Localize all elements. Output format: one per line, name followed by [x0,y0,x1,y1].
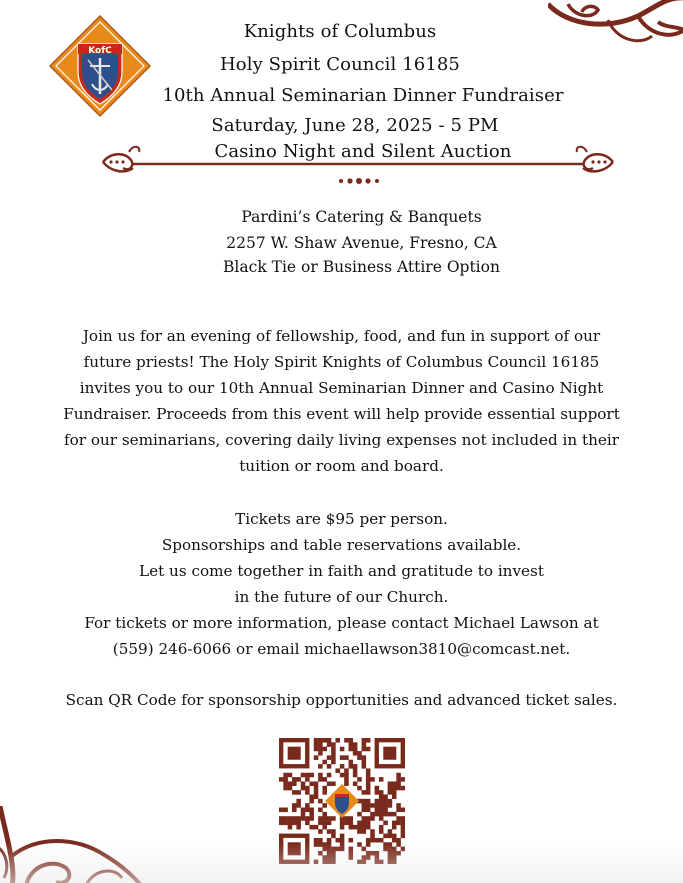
qr-module [349,821,354,826]
qr-module [301,816,306,821]
qr-module [314,825,319,830]
qr-module [401,821,405,826]
qr-module [366,781,371,786]
qr-module [305,790,310,795]
qr-module [401,834,405,839]
qr-module [296,777,301,782]
qr-module [322,803,327,808]
qr-module [327,742,332,747]
qr-module [318,829,323,834]
qr-module [331,760,336,765]
qr-module [331,781,336,786]
attire-note: Black Tie or Business Attire Option [223,258,500,276]
qr-module [353,825,358,830]
qr-module [318,742,323,747]
qr-module [362,738,367,743]
qr-module [296,825,301,830]
qr-module [401,829,405,834]
qr-module [353,747,358,752]
qr-module [279,821,284,826]
qr-module [370,803,375,808]
qr-module [349,825,354,830]
qr-module [335,768,340,773]
qr-module [392,838,397,843]
qr-module [344,768,349,773]
qr-module [279,808,284,813]
qr-module [383,794,388,799]
qr-module [392,812,397,817]
qr-module [379,777,384,782]
qr-module [366,747,371,752]
qr-module [362,760,367,765]
qr-module [340,821,345,826]
scan-note: Scan QR Code for sponsorship opportunities and advanced ticket sales. [65,691,618,709]
qr-module [292,790,297,795]
qr-module [370,834,375,839]
venue-address: 2257 W. Shaw Avenue, Fresno, CA [226,234,497,252]
qr-module [305,773,310,778]
qr-module [362,755,367,760]
qr-module [388,799,393,804]
qr-module [362,816,367,821]
qr-module [379,803,384,808]
qr-module [322,738,327,743]
qr-module [331,742,336,747]
qr-module [335,738,340,743]
event-title: 10th Annual Seminarian Dinner Fundraiser [162,85,564,106]
qr-module [383,812,388,817]
qr-module [366,738,371,743]
qr-module [318,816,323,821]
qr-module [283,808,288,813]
qr-module [349,738,354,743]
qr-module [327,764,332,769]
qr-module [379,812,384,817]
qr-module [383,821,388,826]
qr-module [353,764,358,769]
qr-finder [288,747,301,760]
qr-module [314,747,319,752]
contact-info: (559) 246-6066 or email michaellawson3810@comcast.net. [112,640,571,658]
qr-module [362,821,367,826]
qr-module [327,816,332,821]
qr-module [322,760,327,765]
qr-module [314,794,319,799]
qr-module [396,773,401,778]
qr-module [379,808,384,813]
qr-module [288,821,293,826]
qr-module [331,747,336,752]
qr-module [322,790,327,795]
qr-module [309,773,314,778]
qr-module [349,816,354,821]
qr-module [322,825,327,830]
qr-module [327,781,332,786]
qr-module [288,825,293,830]
qr-module [366,838,371,843]
qr-module [353,751,358,756]
qr-module [370,812,375,817]
qr-module [322,747,327,752]
qr-module [340,764,345,769]
qr-module [349,838,354,843]
qr-module [366,821,371,826]
qr-module [388,812,393,817]
event-date: Saturday, June 28, 2025 - 5 PM [211,115,499,136]
qr-module [331,755,336,760]
qr-module [366,768,371,773]
qr-module [392,786,397,791]
qr-module [301,773,306,778]
qr-module [301,812,306,817]
qr-module [331,829,336,834]
qr-module [301,786,306,791]
qr-module [279,777,284,782]
qr-module [392,794,397,799]
qr-module [357,755,362,760]
qr-module [357,829,362,834]
qr-module [344,816,349,821]
qr-module [318,751,323,756]
qr-center-emblem-icon [325,784,359,818]
qr-module [296,799,301,804]
qr-module [370,777,375,782]
qr-module [379,799,384,804]
intro-line: Join us for an evening of fellowship, food, and fun in support of our [82,327,601,345]
qr-module [366,799,371,804]
qr-module [357,751,362,756]
qr-module [318,821,323,826]
qr-module [349,764,354,769]
qr-module [396,803,401,808]
qr-module [366,777,371,782]
qr-module [375,838,380,843]
qr-module [314,838,319,843]
invitation-line: Let us come together in faith and gratitude to invest [139,562,544,580]
council-title: Holy Spirit Council 16185 [220,54,460,75]
qr-module [288,786,293,791]
qr-module [292,816,297,821]
qr-module [309,816,314,821]
invitation-line: in the future of our Church. [234,588,449,606]
qr-module [327,829,332,834]
qr-module [362,742,367,747]
qr-module [357,821,362,826]
qr-module [396,781,401,786]
qr-module [305,808,310,813]
qr-module [292,777,297,782]
qr-module [388,790,393,795]
qr-module [292,821,297,826]
qr-module [318,838,323,843]
qr-module [344,738,349,743]
qr-module [379,794,384,799]
qr-module [353,781,358,786]
qr-module [327,755,332,760]
bottom-shadow [0,843,683,883]
qr-module [344,777,349,782]
qr-module [370,838,375,843]
qr-module [314,781,319,786]
qr-module [375,786,380,791]
qr-module [375,803,380,808]
qr-module [353,742,358,747]
qr-module [357,777,362,782]
intro-line: tuition or room and board. [239,457,444,475]
qr-module [383,803,388,808]
ornamental-divider [93,140,623,192]
qr-module [375,808,380,813]
qr-module [379,825,384,830]
qr-module [318,777,323,782]
qr-module [349,747,354,752]
qr-module [349,760,354,765]
qr-module [305,786,310,791]
qr-module [309,794,314,799]
qr-module [301,781,306,786]
qr-module [305,777,310,782]
qr-module [392,834,397,839]
qr-module [388,829,393,834]
qr-module [305,821,310,826]
qr-module [283,777,288,782]
qr-module [327,838,332,843]
qr-module [370,829,375,834]
qr-module [292,781,297,786]
qr-module [401,777,405,782]
qr-module [283,816,288,821]
qr-module [314,738,319,743]
intro-line: future priests! The Holy Spirit Knights of Columbus Council 16185 [83,353,600,371]
qr-module [366,808,371,813]
qr-module [327,738,332,743]
intro-line: Fundraiser. Proceeds from this event will help provide essential support [63,405,620,423]
qr-module [283,773,288,778]
sponsorship-note: Sponsorships and table reservations available. [161,536,522,554]
qr-module [314,742,319,747]
qr-module [318,808,323,813]
ticket-details [0,506,683,662]
qr-module [314,786,319,791]
qr-module [344,773,349,778]
qr-module [322,777,327,782]
qr-module [318,764,323,769]
qr-module [318,747,323,752]
qr-module [309,812,314,817]
qr-module [322,786,327,791]
qr-module [396,777,401,782]
qr-module [362,825,367,830]
qr-module [357,812,362,817]
qr-module [292,808,297,813]
qr-module [322,812,327,817]
qr-module [401,816,405,821]
venue-name: Pardini’s Catering & Banquets [241,208,482,226]
qr-module [362,829,367,834]
qr-module [327,773,332,778]
qr-module [379,816,384,821]
qr-module [288,773,293,778]
qr-module [340,773,345,778]
qr-module [322,821,327,826]
qr-module [318,799,323,804]
qr-module [388,834,393,839]
qr-module [366,825,371,830]
qr-module [283,781,288,786]
qr-module [388,786,393,791]
qr-module [288,816,293,821]
qr-module [292,803,297,808]
event-subtitle: Casino Night and Silent Auction [214,141,512,162]
qr-module [379,790,384,795]
qr-module [401,825,405,830]
qr-module [392,821,397,826]
qr-module [375,812,380,817]
qr-module [362,799,367,804]
qr-module [340,825,345,830]
qr-module [396,816,401,821]
qr-module [318,773,323,778]
qr-module [375,799,380,804]
qr-module [366,790,371,795]
qr-module [344,781,349,786]
qr-module [353,768,358,773]
qr-module [362,808,367,813]
qr-module [357,786,362,791]
qr-module [301,808,306,813]
qr-module [314,790,319,795]
emblem-text: KofC [88,46,112,56]
qr-module [362,747,367,752]
qr-module [383,808,388,813]
qr-module [401,786,405,791]
qr-module [396,838,401,843]
qr-module [349,742,354,747]
qr-module [309,799,314,804]
qr-module [331,751,336,756]
qr-module [322,816,327,821]
qr-module [283,821,288,826]
qr-module [279,816,284,821]
qr-module [379,838,384,843]
qr-module [370,816,375,821]
qr-module [396,808,401,813]
qr-module [305,816,310,821]
qr-module [362,764,367,769]
qr-module [318,738,323,743]
qr-module [392,781,397,786]
qr-module [366,786,371,791]
qr-module [379,829,384,834]
org-title: Knights of Columbus [243,21,437,42]
qr-module [309,781,314,786]
qr-module [362,803,367,808]
qr-module [327,821,332,826]
qr-module [366,816,371,821]
qr-module [340,747,345,752]
ticket-price: Tickets are $95 per person. [235,510,448,528]
qr-module [296,803,301,808]
qr-module [314,755,319,760]
qr-module [388,781,393,786]
contact-line: For tickets or more information, please contact Michael Lawson at [84,614,599,632]
qr-finder [383,747,396,760]
qr-module [296,821,301,826]
qr-module [305,803,310,808]
qr-module [401,808,405,813]
intro-paragraph [0,323,683,479]
qr-module [296,816,301,821]
qr-module [296,790,301,795]
intro-line: for our seminarians, covering daily living expenses not included in their [64,431,619,449]
qr-module [331,816,336,821]
qr-module [344,755,349,760]
qr-module [357,825,362,830]
intro-line: invites you to our 10th Annual Seminarian Dinner and Casino Night [79,379,604,397]
qr-module [383,799,388,804]
qr-module [340,755,345,760]
qr-module [288,781,293,786]
qr-module [344,821,349,826]
qr-module [375,790,380,795]
qr-module [340,838,345,843]
qr-module [366,803,371,808]
qr-module [309,808,314,813]
qr-module [283,786,288,791]
qr-module [392,825,397,830]
qr-module [309,825,314,830]
qr-module [392,790,397,795]
qr-module [388,803,393,808]
qr-module [331,834,336,839]
qr-module [383,834,388,839]
qr-module [396,821,401,826]
qr-module [366,773,371,778]
qr-module [353,773,358,778]
qr-module [362,790,367,795]
qr-module [396,786,401,791]
qr-module [335,838,340,843]
qr-module [340,834,345,839]
